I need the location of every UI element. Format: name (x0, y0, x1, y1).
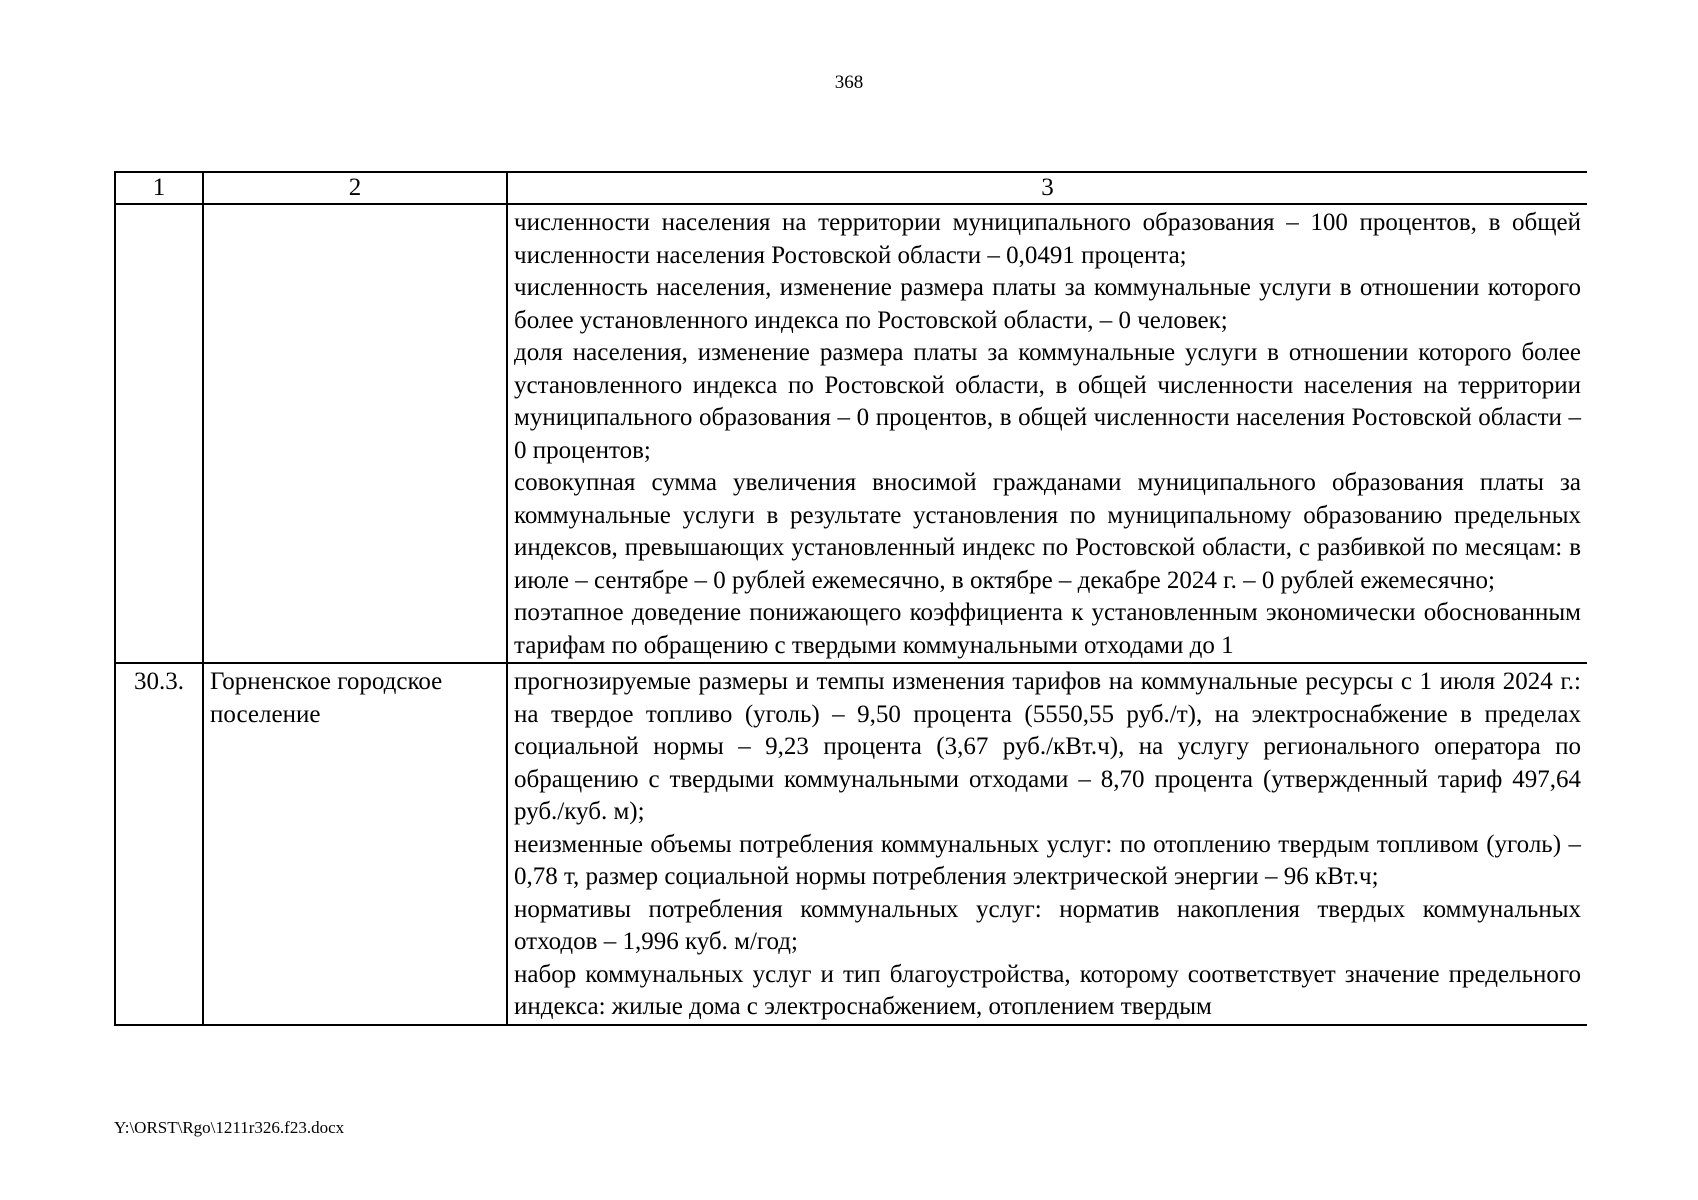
row-description-cell (507, 663, 1587, 1025)
column-header-1: 1 (115, 172, 203, 204)
data-table (114, 171, 1587, 1026)
row-description-cell (507, 204, 1587, 663)
file-path-footer: Y:\ORST\Rgo\1211r326.f23.docx (114, 1118, 345, 1137)
description-paragraph: численность населения, изменение размера платы за коммунальные услуги в отношении которого более установленного индекса по Ростовской области, – 0 человек; (514, 274, 1581, 334)
table-container (114, 171, 1587, 1115)
row-name-cell: Горненское городское поселение (203, 663, 507, 1025)
table-row (115, 204, 1587, 663)
description-paragraph: неизменные объемы потребления коммунальных услуг: по отоплению твердым топливом (уголь) – 0,78 т, размер социальной нормы потребления электрической энергии – 96 кВт.ч; (514, 830, 1581, 890)
description-paragraph: набор коммунальных услуг и тип благоустройства, которому соответствует значение предельного индекса: жилые дома с электроснабжением, отоплением твердым (514, 960, 1581, 1020)
row-name-cell (203, 204, 507, 663)
row-number-cell: 30.3. (115, 663, 203, 1025)
description-paragraph: совокупная сумма увеличения вносимой гражданами муниципального образования платы за коммунальные услуги в результате установления по муниципальному образованию предельных индексов, превышающих установленный индекс по Ростовской области, с разбивкой по месяцам: в июле – сентябре – 0 рублей ежемесячно, в октябре – декабре 2024 г. – 0 рублей ежемесячно; (514, 469, 1581, 594)
row-number-cell (115, 204, 203, 663)
page-number: 368 (834, 72, 864, 93)
description-paragraph: численности населения на территории муниципального образования – 100 процентов, в общей численности населения Ростовской области – 0,0491 процента; (514, 209, 1581, 269)
description-paragraph: нормативы потребления коммунальных услуг: норматив накопления твердых коммунальных отходов – 1,996 куб. м/год; (514, 895, 1581, 955)
column-header-3: 3 (507, 172, 1587, 204)
table-row (115, 663, 1587, 1025)
table-header-row (115, 172, 1587, 204)
column-header-2: 2 (203, 172, 507, 204)
description-paragraph: прогнозируемые размеры и темпы изменения тарифов на коммунальные ресурсы с 1 июля 2024 г.: на твердое топливо (уголь) – 9,50 процента (5550,55 руб./т), на электроснабжение в пределах социальной нормы – 9,23 процента (3,67 руб./кВт.ч), на услугу регионального оператора по обращению с твердыми коммунальными отходами – 8,70 процента (утвержденный тариф 497,64 руб./куб. м); (514, 668, 1581, 825)
description-paragraph: доля населения, изменение размера платы за коммунальные услуги в отношении которого более установленного индекса по Ростовской области, в общей численности населения на территории муниципального образования – 0 процентов, в общей численности населения Ростовской области – 0 процентов; (514, 339, 1581, 464)
description-paragraph: поэтапное доведение понижающего коэффициента к установленным экономически обоснованным тарифам по обращению с твердыми коммунальными отходами до 1 (514, 599, 1581, 659)
